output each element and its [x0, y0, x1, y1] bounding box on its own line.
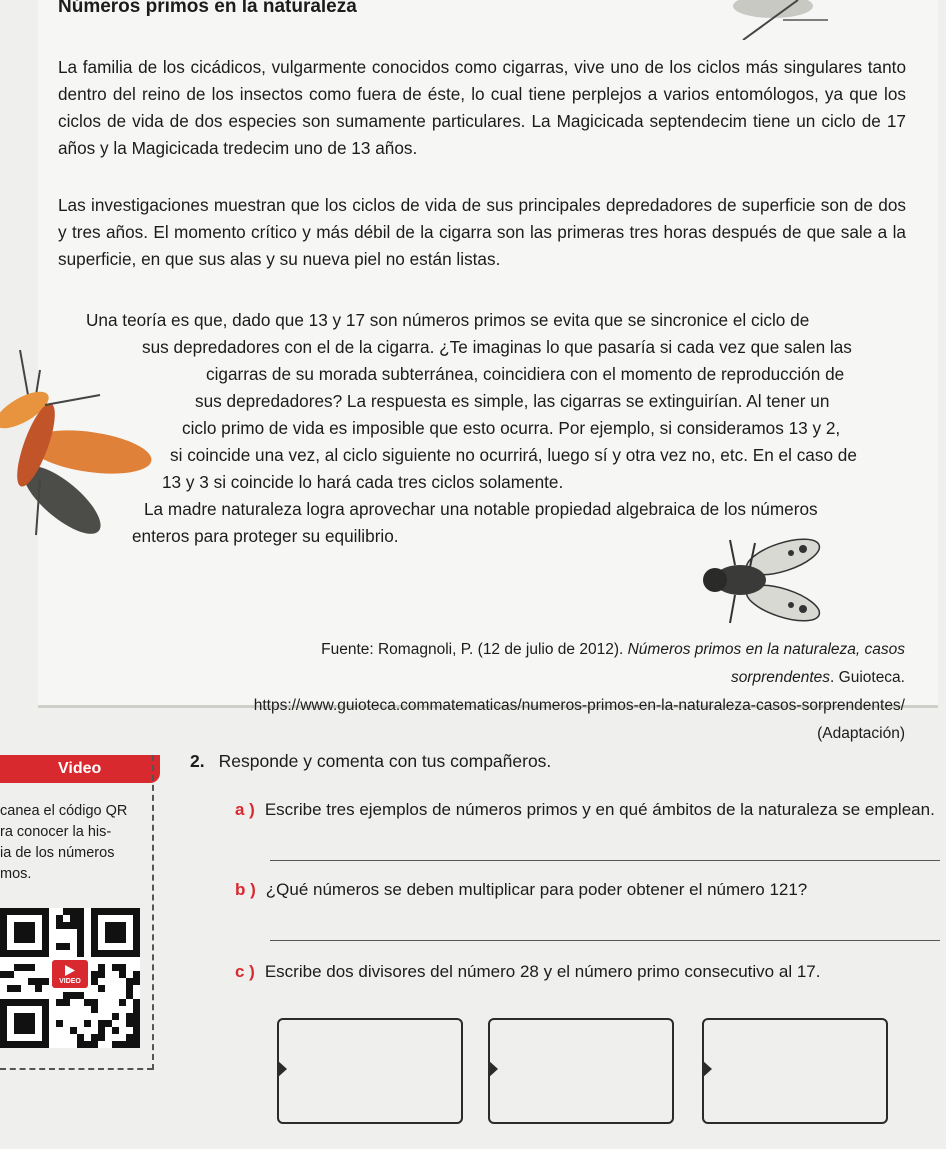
question-letter: a ) [235, 800, 255, 819]
reading-title: Números primos en la naturaleza [58, 0, 357, 17]
source-prefix: Fuente: Romagnoli, P. (12 de julio de 2012). [321, 641, 628, 658]
dashed-border [0, 1068, 153, 1070]
paragraph-line: sus depredadores con el de la cigarra. ¿Te imaginas lo que pasaría si cada vez que salen las [142, 337, 852, 357]
answer-line-b[interactable] [270, 940, 940, 941]
question-text: ¿Qué números se deben multiplicar para poder obtener el número 121? [265, 880, 808, 899]
dashed-border [152, 755, 154, 1070]
paragraph-line: cigarras de su morada subterránea, coincidiera con el momento de reproducción de [206, 364, 845, 384]
paragraph-line: ciclo primo de vida es imposible que esto ocurra. Por ejemplo, si consideramos 13 y 2, [182, 418, 841, 438]
activity-number: 2. [190, 751, 205, 771]
paragraph-line: La madre naturaleza logra aprovechar una notable propiedad algebraica de los números [144, 499, 818, 519]
cicada-illustration [0, 350, 160, 545]
source-title: Números primos en la naturaleza, casos sorprendentes [627, 641, 905, 686]
reading-paragraph-1: La familia de los cicádicos, vulgarmente conocidos como cigarras, vive uno de los ciclos más singulares tanto dentro del reino de los insectos como fuera de éste, lo cual tiene perplejos a varios entomólogos, ya que los ciclos de vida de dos especies son sumamente particulares. La Magicicada septendecim tiene un ciclo de 17 años y la Magicicada tredecim uno de 13 años. [58, 57, 906, 158]
paragraph-line: 13 y 3 si coincide lo hará cada tres ciclos solamente. [162, 472, 564, 492]
question-text: Escribe tres ejemplos de números primos y en qué ámbitos de la naturaleza se emplean. [264, 800, 935, 819]
source-suffix: . Guioteca. [830, 669, 905, 686]
fly-illustration [695, 535, 825, 635]
paragraph-line: si coincide una vez, al ciclo siguiente no ocurrirá, luego sí y otra vez no, etc. En el caso de [170, 445, 857, 465]
source-citation [215, 636, 905, 748]
qr-code[interactable] [0, 908, 140, 1048]
question-b [235, 880, 807, 900]
activity-instruction: Responde y comenta con tus compañeros. [218, 751, 552, 771]
answer-box-2[interactable] [488, 1018, 674, 1124]
video-instructions: canea el código QR ra conocer la his- ia de los números mos. [0, 803, 128, 882]
question-letter: b ) [235, 880, 256, 899]
insect-illustration-top [728, 0, 838, 45]
qr-badge-label: VIDEO [59, 978, 81, 985]
question-a [235, 800, 935, 820]
source-url[interactable]: https://www.guioteca.commatematicas/numeros-primos-en-la-naturaleza-casos-sorprendentes/ (Adaptación) [253, 697, 905, 742]
question-c [235, 962, 820, 982]
box-marker-icon [277, 1060, 287, 1078]
activity-heading [190, 751, 551, 772]
reading-paragraph-2: Las investigaciones muestran que los ciclos de vida de sus principales depredadores de superficie son de dos y tres años. El momento crítico y más débil de la cigarra son las primeras tres horas después de que sale a la superficie, en que sus alas y su nueva piel no están listas. [58, 195, 906, 269]
paragraph-line: Una teoría es que, dado que 13 y 17 son números primos se evita que se sincronice el ciclo de [86, 310, 810, 330]
answer-box-3[interactable] [702, 1018, 888, 1124]
paragraph-line: enteros para proteger su equilibrio. [132, 526, 399, 546]
question-text: Escribe dos divisores del número 28 y el número primo consecutivo al 17. [264, 962, 821, 981]
answer-box-1[interactable] [277, 1018, 463, 1124]
paragraph-line: sus depredadores? La respuesta es simple, las cigarras se extinguirían. Al tener un [195, 391, 830, 411]
box-marker-icon [488, 1060, 498, 1078]
question-letter: c ) [235, 962, 255, 981]
video-tag: Video [0, 755, 160, 783]
reading-paragraph-3 [86, 307, 906, 550]
box-marker-icon [702, 1060, 712, 1078]
answer-line-a[interactable] [270, 860, 940, 861]
